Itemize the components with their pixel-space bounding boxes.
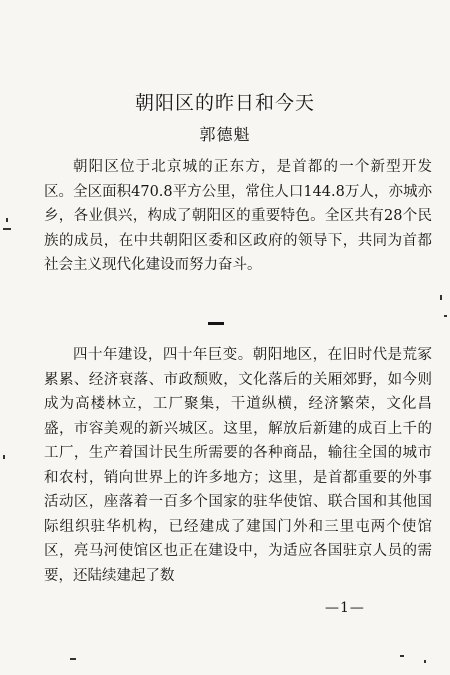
author-name: 郭德魁: [199, 125, 251, 144]
scan-speck: [444, 315, 447, 317]
paragraph-intro: 朝阳区位于北京城的正东方，是首都的一个新型开发区。全区面积470.8平方公里，常住人口144.8万人，亦城亦乡，各业俱兴，构成了朝阳区的重要特色。全区共有28个民族的成员，在中共朝阳区委和区政府的领导下，共同为首都社会主义现代化建设而努力奋斗。: [44, 159, 432, 273]
paragraph-section-one: 四十年建设，四十年巨变。朝阳地区，在旧时代是荒冢累累、经济衰落、市政颓败，文化落后的关厢郊野，如今则成为高楼林立，工厂聚集，干道纵横，经济繁荣，文化昌盛，市容美观的新兴城区。这里，解放后新建的成百上千的工厂，生产着国计民生所需要的各种商品，输往全国的城市和农村，销向世界上的许多地方；这里，是首都重要的外事活动区，座落着一百多个国家的驻华使馆、联合国和其他国际组织驻华机构，已经建成了建国门外和三里屯两个使馆区，亮马河使馆区也正在建设中，为适应各国驻京人员的需要，还陆续建起了数: [44, 347, 432, 584]
scan-speck: [3, 455, 5, 459]
page-number: —1—: [325, 600, 365, 616]
scan-speck: [424, 660, 426, 663]
section-mark-one: [208, 322, 224, 325]
scan-speck: [70, 658, 76, 660]
page-title: 朝阳区的昨日和今天: [134, 92, 315, 114]
scan-speck: [3, 228, 11, 230]
scan-speck: [400, 655, 404, 657]
scan-speck: [6, 218, 8, 222]
scan-speck: [440, 295, 442, 300]
